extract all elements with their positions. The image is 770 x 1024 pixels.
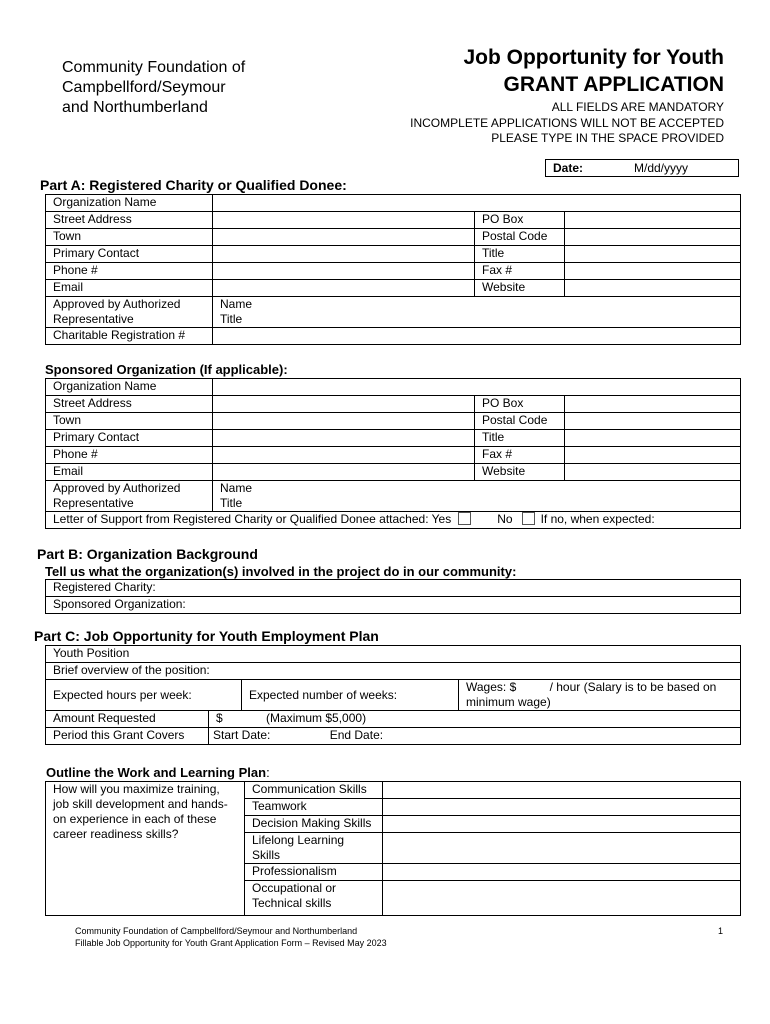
mandatory-notes <box>410 100 724 147</box>
grant-period-label: Period this Grant Covers <box>46 728 209 745</box>
skill-lifelong-learning-input[interactable] <box>383 833 741 864</box>
date-field[interactable] <box>545 159 739 177</box>
part-a-table <box>45 194 741 345</box>
skill-professionalism: Professionalism <box>245 864 383 881</box>
po-box-input[interactable] <box>565 212 741 229</box>
street-input[interactable] <box>213 212 475 229</box>
no-label: No <box>497 512 513 526</box>
approved-label <box>46 297 213 328</box>
sp-title-input[interactable] <box>565 430 741 447</box>
skill-occupational-technical: Occupational or Technical skills <box>245 881 383 916</box>
approved-label-line-2: Representative <box>53 312 134 326</box>
sp-fax-input[interactable] <box>565 447 741 464</box>
plan-heading-colon: : <box>266 765 270 780</box>
amount-requested-label: Amount Requested <box>46 711 209 728</box>
plan-question-line-1: How will you maximize training, <box>53 782 220 796</box>
sp-approved-label-line-2: Representative <box>53 496 134 510</box>
town-input[interactable] <box>213 229 475 246</box>
skill-decision-making: Decision Making Skills <box>245 816 383 833</box>
sp-approved-label-line-1: Approved by Authorized <box>53 481 181 495</box>
letter-of-support-label: Letter of Support from Registered Charity or Qualified Donee attached: Yes <box>53 512 452 526</box>
skill-lifelong-learning: Lifelong Learning Skills <box>245 833 383 864</box>
date-label: Date: <box>553 161 584 175</box>
postal-code-label: Postal Code <box>475 229 565 246</box>
po-box-label: PO Box <box>475 212 565 229</box>
start-date-label: Start Date: <box>213 728 271 742</box>
org-name-label: Organization Name <box>46 195 213 212</box>
sp-approved-name-label: Name <box>220 481 253 495</box>
maximum-note: (Maximum $5,000) <box>266 711 367 725</box>
sp-org-name-label: Organization Name <box>46 379 213 396</box>
sp-email-input[interactable] <box>213 464 475 481</box>
phone-label: Phone # <box>46 263 213 280</box>
primary-contact-label: Primary Contact <box>46 246 213 263</box>
if-no-label: If no, when expected: <box>540 512 655 526</box>
org-line-2: Campbellford/Seymour <box>62 79 226 96</box>
sponsored-heading: Sponsored Organization (If applicable): <box>45 362 288 377</box>
sp-org-name-input[interactable] <box>213 379 741 396</box>
sponsored-table <box>45 378 741 529</box>
footer <box>75 926 387 949</box>
registered-charity-field[interactable]: Registered Charity: <box>46 580 741 597</box>
plan-heading-text: Outline the Work and Learning Plan <box>46 765 267 780</box>
wages-field[interactable] <box>459 680 741 711</box>
note-1: ALL FIELDS ARE MANDATORY <box>551 100 724 114</box>
sp-street-input[interactable] <box>213 396 475 413</box>
organization-name-header <box>62 58 245 118</box>
plan-table <box>45 781 741 916</box>
sp-approved-title-label: Title <box>220 496 243 510</box>
sp-approved-input[interactable] <box>213 481 741 512</box>
phone-input[interactable] <box>213 263 475 280</box>
title-input[interactable] <box>565 246 741 263</box>
sp-title-label: Title <box>475 430 565 447</box>
org-line-1: Community Foundation of <box>62 59 246 76</box>
note-3: PLEASE TYPE IN THE SPACE PROVIDED <box>491 131 724 145</box>
org-line-3: and Northumberland <box>62 99 208 116</box>
end-date-label: End Date: <box>329 728 384 742</box>
dollar-sign: $ <box>216 711 223 725</box>
grant-period-input[interactable] <box>209 728 741 745</box>
sp-fax-label: Fax # <box>475 447 565 464</box>
form-title-line-2: GRANT APPLICATION <box>503 73 724 96</box>
plan-question <box>46 782 245 916</box>
footer-line-1: Community Foundation of Campbellford/Seymour and Northumberland <box>75 926 358 936</box>
approved-title-label: Title <box>220 312 243 326</box>
yes-checkbox[interactable] <box>458 512 471 525</box>
part-b-subheading: Tell us what the organization(s) involved in the project do in our community: <box>45 564 517 579</box>
approved-input[interactable] <box>213 297 741 328</box>
sp-website-label: Website <box>475 464 565 481</box>
part-a-heading: Part A: Registered Charity or Qualified Donee: <box>40 177 347 193</box>
part-c-table <box>45 645 741 745</box>
form-title-line-1: Job Opportunity for Youth <box>463 46 724 69</box>
org-name-input[interactable] <box>213 195 741 212</box>
sp-approved-label <box>46 481 213 512</box>
website-label: Website <box>475 280 565 297</box>
skill-decision-making-input[interactable] <box>383 816 741 833</box>
sp-postal-code-label: Postal Code <box>475 413 565 430</box>
sp-primary-contact-label: Primary Contact <box>46 430 213 447</box>
email-label: Email <box>46 280 213 297</box>
primary-contact-input[interactable] <box>213 246 475 263</box>
sp-postal-code-input[interactable] <box>565 413 741 430</box>
letter-of-support-row <box>46 512 741 529</box>
plan-heading <box>46 765 270 780</box>
date-value[interactable]: M/dd/yyyy <box>634 161 689 175</box>
sp-phone-label: Phone # <box>46 447 213 464</box>
wages-line-2: minimum wage) <box>466 695 551 709</box>
sp-town-label: Town <box>46 413 213 430</box>
email-input[interactable] <box>213 280 475 297</box>
skill-communication: Communication Skills <box>245 782 383 799</box>
wages-line-1: Wages: $ / hour (Salary is to be based on <box>466 680 717 694</box>
sponsored-organization-field[interactable]: Sponsored Organization: <box>46 597 741 614</box>
skill-occupational-technical-input[interactable] <box>383 881 741 916</box>
sp-po-box-input[interactable] <box>565 396 741 413</box>
plan-question-line-4: career readiness skills? <box>53 827 179 841</box>
title-label: Title <box>475 246 565 263</box>
fax-label: Fax # <box>475 263 565 280</box>
approved-name-label: Name <box>220 297 253 311</box>
street-label: Street Address <box>46 212 213 229</box>
footer-line-2: Fillable Job Opportunity for Youth Grant Application Form – Revised May 2023 <box>75 937 387 948</box>
overview-field[interactable]: Brief overview of the position: <box>46 663 741 680</box>
amount-requested-input[interactable] <box>209 711 741 728</box>
plan-question-line-2: job skill development and hands- <box>53 797 228 811</box>
no-checkbox[interactable] <box>522 512 535 525</box>
page-number: 1 <box>718 926 724 936</box>
plan-question-line-3: on experience in each of these <box>53 812 217 826</box>
sp-primary-contact-input[interactable] <box>213 430 475 447</box>
skill-teamwork: Teamwork <box>245 799 383 816</box>
sp-street-label: Street Address <box>46 396 213 413</box>
postal-code-input[interactable] <box>565 229 741 246</box>
approved-label-line-1: Approved by Authorized <box>53 297 181 311</box>
charitable-registration-label: Charitable Registration # <box>46 328 213 345</box>
part-c-heading: Part C: Job Opportunity for Youth Employment Plan <box>34 628 379 644</box>
skill-communication-input[interactable] <box>383 782 741 799</box>
note-2: INCOMPLETE APPLICATIONS WILL NOT BE ACCEPTED <box>410 115 724 130</box>
website-input[interactable] <box>565 280 741 297</box>
sp-email-label: Email <box>46 464 213 481</box>
fax-input[interactable] <box>565 263 741 280</box>
youth-position-field[interactable]: Youth Position <box>46 646 741 663</box>
sp-website-input[interactable] <box>565 464 741 481</box>
sp-phone-input[interactable] <box>213 447 475 464</box>
part-b-heading: Part B: Organization Background <box>37 546 258 562</box>
hours-per-week-field[interactable]: Expected hours per week: <box>46 680 242 711</box>
town-label: Town <box>46 229 213 246</box>
skill-teamwork-input[interactable] <box>383 799 741 816</box>
part-b-table <box>45 579 741 614</box>
sp-town-input[interactable] <box>213 413 475 430</box>
sp-po-box-label: PO Box <box>475 396 565 413</box>
skill-professionalism-input[interactable] <box>383 864 741 881</box>
number-of-weeks-field[interactable]: Expected number of weeks: <box>242 680 459 711</box>
charitable-registration-input[interactable] <box>213 328 741 345</box>
